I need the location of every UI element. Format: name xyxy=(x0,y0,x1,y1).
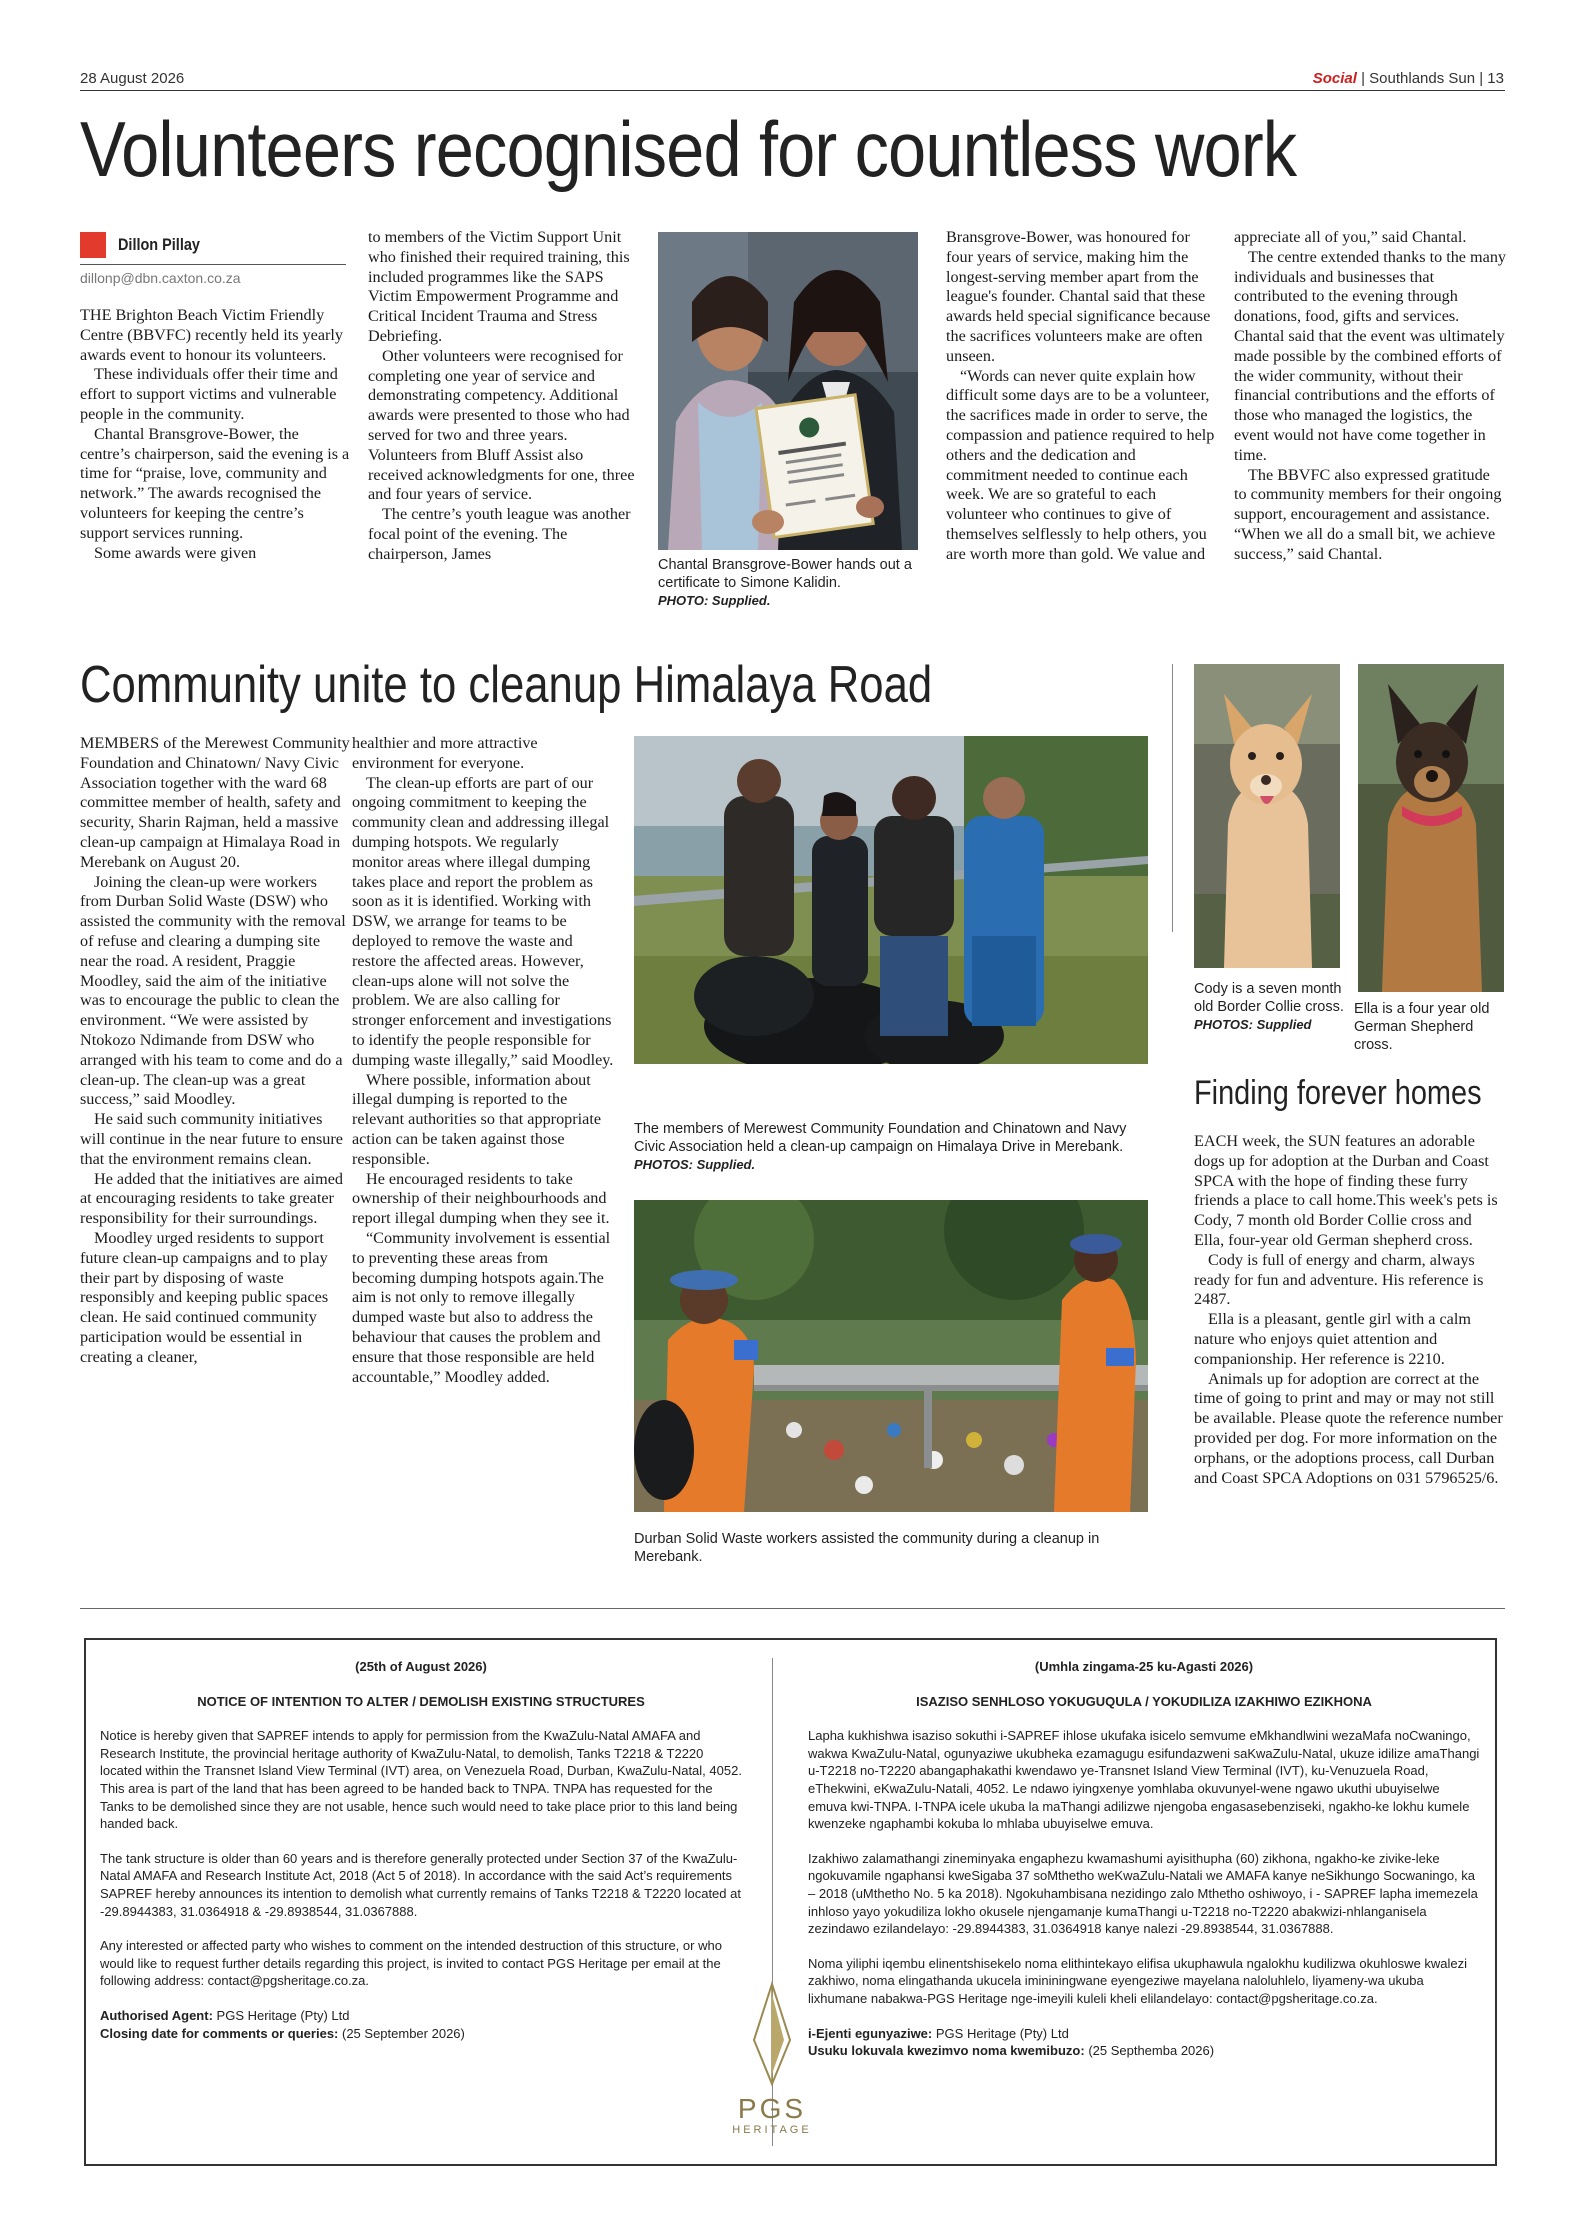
article1-col1 xyxy=(80,306,350,563)
folio-rule xyxy=(80,90,1505,91)
byline-marker xyxy=(80,232,106,258)
notice-isizulu xyxy=(808,1658,1480,2060)
paragraph: Moodley urged residents to support future clean-up campaigns and to play their part by disposing of waste responsibly and keeping public spaces clean. He said continued community participation would be essential in creating a cleaner, xyxy=(80,1228,329,1366)
paragraph: to members of the Victim Support Unit who finished their required training, this included programmes like the SAPS Victim Empowerment Programme and Critical Incident Trauma and Stress Debriefing. xyxy=(368,228,630,345)
logo-text: PGS xyxy=(737,2093,807,2124)
article1-col3 xyxy=(946,228,1216,565)
paragraph: Other volunteers were recognised for completing one year of service and demonstrating competency. Additional awards were presented to those who had served for two and three years. Volunteers from Bluff Assist also received acknowledgments for one, three and four years of service. xyxy=(368,346,635,504)
paragraph: He said such community initiatives will continue in the near future to ensure that the environment remains clean. xyxy=(80,1110,343,1168)
paragraph: The BBVFC also expressed gratitude to community members for their ongoing support, encouragement and assistance. “When we all do a small bit, we achieve success,” said Chantal. xyxy=(1234,465,1502,563)
agent-value: PGS Heritage (Pty) Ltd xyxy=(216,2007,350,2023)
paragraph: Chantal Bransgrove-Bower, the centre’s chairperson, said the evening is a time for “praise, love, community and network.” The awards recognised the volunteers for keeping the centre’s support services running. xyxy=(80,424,350,542)
cody-photo xyxy=(1194,664,1340,968)
notice-paragraph: Any interested or affected party who wishes to comment on the intended destruction of this structure, or who would like to request further details regarding this project, is invited to contact PGS Heritage per email at the following address: contact@pgsheritage.co.za. xyxy=(100,1938,722,1989)
paragraph: He encouraged residents to take ownership of their neighbourhoods and report illegal dumping when they see it. xyxy=(352,1169,610,1228)
notice-title: NOTICE OF INTENTION TO ALTER / DEMOLISH EXISTING STRUCTURES xyxy=(197,1693,645,1709)
paragraph: Ella is a pleasant, gentle girl with a calm nature who enjoys quiet attention and companionship. Her reference is 2210. xyxy=(1194,1310,1471,1368)
article2-col2 xyxy=(352,734,614,1387)
article1-col4 xyxy=(1234,228,1506,565)
pgs-logo-mark-icon xyxy=(722,1980,822,2090)
notice-agent xyxy=(100,2007,742,2025)
notice-date: (25th of August 2026) xyxy=(355,1659,487,1674)
paragraph: Animals up for adoption are correct at the time of going to print and may or may not still be available. Please quote the reference number provided per dog. For more information on the orphans, or the adoptions process, call Durban and Coast SPCA Adoptions on 031 5796525/6. xyxy=(1194,1369,1503,1487)
paragraph: The centre’s youth league was another focal point of the evening. The chairperson, James xyxy=(368,505,631,563)
paragraph: He added that the initiatives are aimed at encouraging residents to take greater responsibility for their surroundings. xyxy=(80,1169,344,1228)
notice-agent xyxy=(808,2025,1480,2043)
publication-name: | Southlands Sun | 13 xyxy=(1361,70,1504,87)
article1-col2 xyxy=(368,228,640,565)
paragraph: appreciate all of you,” said Chantal. xyxy=(1234,228,1467,246)
photo-credit: PHOTO: Supplied. xyxy=(658,593,771,608)
article3-body xyxy=(1194,1132,1504,1488)
legal-notice xyxy=(84,1638,1497,2166)
notice-paragraph: Lapha kukhishwa isaziso sokuthi i-SAPREF ihlose ukufaka isicelo semvume eMkhandlwini wezaMafa noCwaningo, wakwa KwaZulu-Natal, ogunyaziwe ukubheka ezamagugu esifundazweni saKwaZulu-Natal, ukuze idilize amaThangi u-T2218 no-T2220 abangaphakathi kwendawo ye-Transnet Island View Terminal (IVT), ku-Venuzuela Road, eThekwini, eKwaZulu-Natali, 4052. Le ndawo iyingxenye yomhlaba okuvunyel-wene ngawo ukuthi ubuyiselwe emuva kwi-TNPA. I-TNPA icele ukuba la maThangi adilizwe njengoba engasasebenziseki, ngakho-ke lokhu kumele kwenzeke ngaphambi kokuba lo mhlaba ubuyiselwe emuva. xyxy=(808,1728,1480,1832)
paragraph: The clean-up efforts are part of our ongoing commitment to keeping the community clean and addressing illegal dumping hotspots. We regularly monitor areas where illegal dumping takes place and report the problem as soon as it is identified. Working with DSW, we arrange for teams to be deployed to remove the waste and restore the affected areas. However, clean-ups alone will not solve the problem. We are also calling for stronger enforcement and investigations to identify the people responsible for dumping waste illegally,” said Moodley. xyxy=(352,773,614,1069)
closing-label: Closing date for comments or queries: xyxy=(100,2025,339,2041)
photo-credit: PHOTOS: Supplied. xyxy=(634,1157,756,1172)
notice-closing xyxy=(808,2042,1480,2060)
article2-col1 xyxy=(80,734,350,1368)
paragraph: MEMBERS of the Merewest Community Foundation and Chinatown/ Navy Civic Association together with the ward 68 committee member of health, safety and security, Sharin Rajman, held a massive clean-up campaign at Himalaya Road in Merebank on August 20. xyxy=(80,734,350,871)
byline-rule xyxy=(80,264,346,265)
notice-paragraph: Notice is hereby given that SAPREF intends to apply for permission from the KwaZulu-Natal AMAFA and Research Institute, the provincial heritage authority of KwaZulu-Natal, to demolish, Tanks T2218 & T2220 located within the Transnet Island View Terminal (IVT) area, on Venezuela Road, Durban, KwaZulu-Natal, 4052. This area is part of the land that has been agreed to be handed back to TNPA. TNPA has requested for the Tanks to be demolished since they are not usable, hence such would need to take place prior to this land being handed back. xyxy=(100,1728,742,1832)
closing-value: (25 September 2026) xyxy=(342,2025,465,2041)
ella-caption: Ella is a four year old German Shepherd cross. xyxy=(1354,1001,1490,1053)
byline-email: dillonp@dbn.caxton.co.za xyxy=(80,270,241,286)
caption-text: The members of Merewest Community Foundation and Chinatown and Navy Civic Association held a clean-up campaign on Himalaya Drive in Merebank. xyxy=(634,1121,1127,1155)
closing-label: Usuku lokuvala kwezimvo noma kwemibuzo: xyxy=(808,2043,1085,2059)
volunteer-photo-caption xyxy=(658,556,924,610)
cleanup-group-photo xyxy=(634,736,1148,1064)
notice-paragraph: Izakhiwo zalamathangi zineminyaka engaphezu kwamashumi ayisithupha (60) zikhona, ngakho-ke zivike-leke ngokuvamile ngaphansi kweSigaba 37 soMthetho weKwaZulu-Natali we AMAFA kanye neSikhungo Socwaningo, ka – 2018 (uMthetho No. 5 ka 2018). Ngokuhambisana nezidingo zalo Mthetho oshiwoyo, i - SAPREF lapha imemezela inhloso yayo yokudiliza lokho okusele njengamanje kumaThangi u-T2218 no-T2220 abakwizi-nhlanganisela zezindawo ezilandelayo: -29.8944383, 31.0364918 kanye nalezi -29.8938544, 31.0367888. xyxy=(808,1850,1478,1937)
notice-english xyxy=(100,1658,742,2042)
agent-label: Authorised Agent: xyxy=(100,2007,213,2023)
notice-paragraph: Noma yiliphi iqembu elinentshisekelo noma elithintekayo elifisa ukuphawula ngalokhu kudilizwa okuhloswe kwalezi zakhiwo, noma elingathanda ukucela imininingwane eyengeziwe mayelana naloluhlelo, liyameny-wa ukuba lixhumane nabakwa-PGS Heritage nge-imeyili kuleli kheli elilandelayo: contact@pgsheritage.co.za. xyxy=(808,1955,1468,2006)
notice-closing xyxy=(100,2025,742,2043)
paragraph: “Community involvement is essential to preventing these areas from becoming dumping hotspots again.The aim is not only to remove illegally dumped waste but also to address the behaviour that causes the problem and ensure that those responsible are held accountable,” Moodley added. xyxy=(352,1228,611,1386)
notice-paragraph: The tank structure is older than 60 years and is therefore generally protected under Section 37 of the KwaZulu-Natal AMAFA and Research Institute Act, 2018 (Act 5 of 2018). In accordance with the said Act’s requirements SAPREF hereby announces its intention to demolish what currently remains of Tanks T2218 & T2220 located at -29.8944383, 31.0364918 & -29.8938544, 31.0367888. xyxy=(100,1850,741,1919)
paragraph: Bransgrove-Bower, was honoured for four years of service, making him the longest-serving member apart from the league's founder. Chantal said that these awards held special significance because the sacrifices volunteers make are often unseen. xyxy=(946,228,1211,365)
dsw-workers-photo xyxy=(634,1200,1148,1512)
dsw-workers-caption: Durban Solid Waste workers assisted the community during a cleanup in Merebank. xyxy=(634,1531,1100,1565)
cody-caption xyxy=(1194,980,1344,1034)
agent-value: PGS Heritage (Pty) Ltd xyxy=(935,2025,1069,2041)
agent-label: i-Ejenti egunyaziwe: xyxy=(808,2025,933,2041)
paragraph: healthier and more attractive environment for everyone. xyxy=(352,734,538,772)
pgs-heritage-logo xyxy=(722,1980,822,2150)
page-date: 28 August 2026 xyxy=(80,70,185,87)
notice-date: (Umhla zingama-25 ku-Agasti 2026) xyxy=(1034,1659,1254,1674)
notice-title: ISAZISO SENHLOSO YOKUGUQULA / YOKUDILIZA IZAKHIWO EZIKHONA xyxy=(916,1693,1372,1709)
paragraph: These individuals offer their time and effort to support victims and vulnerable people in the community. xyxy=(80,365,338,423)
section-divider xyxy=(80,1608,1505,1609)
ella-photo xyxy=(1358,664,1504,992)
paragraph: THE Brighton Beach Victim Friendly Centre (BBVFC) recently held its yearly awards event to honour its volunteers. xyxy=(80,306,343,364)
paragraph: Some awards were given xyxy=(94,543,257,562)
closing-value: (25 Septhemba 2026) xyxy=(1088,2043,1215,2059)
logo-subtext: HERITAGE xyxy=(732,2124,812,2136)
paragraph: Joining the clean-up were workers from Durban Solid Waste (DSW) who assisted the community with the removal of refuse and clearing a dumping site near the road. A resident, Praggie Moodley, said the aim of the initiative was to encourage the public to clean the environment. “We were assisted by Ntokozo Ndimande from DSW who arranged with his team to come and do a clean-up. The clean-up was a great success,” said Moodley. xyxy=(80,872,346,1109)
volunteer-award-photo xyxy=(658,232,918,550)
article3-headline: Finding forever homes xyxy=(1194,1074,1482,1112)
cleanup-group-caption xyxy=(634,1120,1154,1174)
paragraph: EACH week, the SUN features an adorable dogs up for adoption at the Durban and Coast SPCA with the hope of finding these furry friends a place to call home.This week's pets is Cody, 7 month old Border Collie cross and Ella, four-year old German shepherd cross. xyxy=(1194,1132,1498,1249)
paragraph: Where possible, information about illegal dumping is reported to the relevant authorities so that appropriate action can be taken against those responsible. xyxy=(352,1070,602,1168)
page-folio xyxy=(1313,70,1504,87)
article1-headline: Volunteers recognised for countless work xyxy=(80,105,1297,193)
caption-text: Chantal Bransgrove-Bower hands out a certificate to Simone Kalidin. xyxy=(658,557,912,591)
caption-text: Cody is a seven month old Border Collie cross. xyxy=(1194,981,1344,1015)
section-label: Social xyxy=(1312,70,1357,87)
article2-headline: Community unite to cleanup Himalaya Road xyxy=(80,656,933,714)
paragraph: “Words can never quite explain how difficult some days are to be a volunteer, the sacrifices made in order to serve, the compassion and patience required to help others and the dedication and commitment needed to continue each week. We are so grateful to each volunteer who continues to give of themselves selflessly to help others, you are worth more than gold. We value and xyxy=(946,366,1215,563)
byline-author: Dillon Pillay xyxy=(118,235,200,254)
photo-credit: PHOTOS: Supplied xyxy=(1194,1017,1312,1032)
paragraph: The centre extended thanks to the many individuals and businesses that contributed to the evening through donations, food, gifts and services. Chantal said that the event was ultimately made possible by the combined efforts of the wider community, without their financial contributions and the efforts of those who managed the logistics, the event would not have come together in time. xyxy=(1234,247,1507,464)
paragraph: Cody is full of energy and charm, always ready for fun and adventure. His reference is 2487. xyxy=(1194,1250,1484,1309)
column-rule xyxy=(1172,664,1173,932)
